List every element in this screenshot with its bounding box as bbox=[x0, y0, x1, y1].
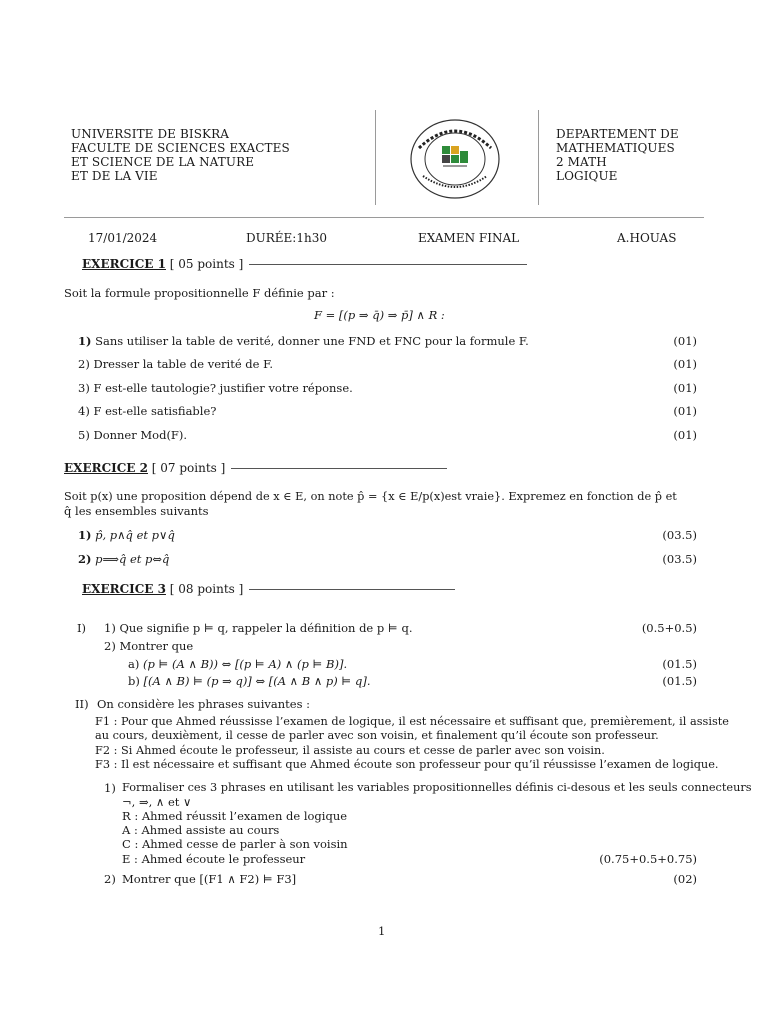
ex2-item-1-text: p̂, p∧q̂ et p∨q̂ bbox=[95, 528, 175, 542]
ex3-r1-line-1: Formaliser ces 3 phrases en utilisant les variables propositionnelles définis ci-desous et les seuls connecteurs bbox=[122, 781, 752, 794]
exercise-2-rule bbox=[231, 468, 447, 469]
ex1-item-5-number: 5) bbox=[78, 428, 90, 442]
ex3-r2-points: (02) bbox=[673, 872, 697, 886]
exercise-2-points: [ 07 points ] bbox=[151, 461, 226, 475]
header-rule bbox=[64, 217, 704, 218]
ex3-q2a-points: (01.5) bbox=[662, 657, 697, 671]
exercise-2-intro-line-2: q̂ les ensembles suivants bbox=[64, 504, 209, 518]
exam-date: 17/01/2024 bbox=[88, 231, 158, 245]
ex3-q1 bbox=[104, 621, 412, 635]
university-header bbox=[71, 127, 290, 183]
sentence-f2: F2 : Si Ahmed écoute le professeur, il assiste au cours et cesse de parler avec son voisin. bbox=[95, 744, 605, 757]
exercise-3-title: EXERCICE 3 bbox=[82, 582, 166, 596]
ex3-q2a bbox=[128, 657, 347, 671]
ex3-q2 bbox=[104, 639, 193, 653]
ex1-item-2-points: (01) bbox=[673, 357, 697, 371]
department-header bbox=[556, 127, 679, 183]
ex3-q2-text: Montrer que bbox=[119, 639, 194, 653]
header-right-line-1: DEPARTEMENT DE bbox=[556, 127, 679, 141]
ex3-q2a-text: (p ⊨ (A ∧ B)) ⇔ [(p ⊨ A) ∧ (p ⊨ B)]. bbox=[143, 657, 348, 671]
page-number: 1 bbox=[378, 924, 386, 938]
ex3-part-2-intro: On considère les phrases suivantes : bbox=[97, 697, 310, 711]
exercise-2-heading bbox=[64, 461, 447, 475]
ex3-q2b-text: [(A ∧ B) ⊨ (p ⇒ q)] ⇔ [(A ∧ B ∧ p) ⊨ q]. bbox=[143, 674, 371, 688]
exercise-3-rule bbox=[249, 589, 455, 590]
ex1-item-2 bbox=[78, 357, 273, 371]
ex1-item-1 bbox=[78, 334, 529, 348]
header-left-line-1: UNIVERSITE DE BISKRA bbox=[71, 127, 229, 141]
ex1-item-3-text: F est-elle tautologie? justifier votre réponse. bbox=[93, 381, 353, 395]
ex3-part-2-label: II) bbox=[75, 697, 89, 711]
variable-e: E : Ahmed écoute le professeur bbox=[122, 852, 306, 866]
ex3-r2-number: 2) bbox=[104, 872, 116, 886]
header-divider-right bbox=[538, 110, 539, 205]
exam-type: EXAMEN FINAL bbox=[418, 231, 520, 245]
ex3-q2-number: 2) bbox=[104, 639, 116, 653]
header-right-line-3: 2 MATH bbox=[556, 155, 607, 169]
header-left-line-4: ET DE LA VIE bbox=[71, 169, 158, 183]
ex2-item-2-number: 2) bbox=[78, 552, 92, 566]
ex1-item-4-text: F est-elle satisfiable? bbox=[93, 404, 217, 418]
ex1-item-3-number: 3) bbox=[78, 381, 90, 395]
exercise-1-intro: Soit la formule propositionnelle F définie par : bbox=[64, 286, 335, 300]
ex1-item-5 bbox=[78, 428, 187, 442]
ex3-r1-number: 1) bbox=[104, 781, 116, 795]
ex1-item-1-points: (01) bbox=[673, 334, 697, 348]
ex1-item-4-number: 4) bbox=[78, 404, 90, 418]
exercise-3-points: [ 08 points ] bbox=[169, 582, 244, 596]
exercise-2-intro-line-1: Soit p(x) une proposition dépend de x ∈ E, on note p̂ = {x ∈ E/p(x)est vraie}. Expremez en fonction de p̂ et bbox=[64, 490, 677, 503]
ex3-part-1-label: I) bbox=[77, 621, 87, 635]
variable-r: R : Ahmed réussit l’examen de logique bbox=[122, 809, 348, 823]
header-left-line-2: FACULTE DE SCIENCES EXACTES bbox=[71, 141, 290, 155]
ex3-q1-points: (0.5+0.5) bbox=[641, 621, 697, 635]
ex1-item-1-text: Sans utiliser la table de verité, donner une FND et FNC pour la formule F. bbox=[95, 334, 529, 348]
sentence-f3: F3 : Il est nécessaire et suffisant que Ahmed écoute son professeur pour qu’il réussisse l’examen de logique. bbox=[95, 758, 719, 771]
exercise-1-points: [ 05 points ] bbox=[169, 257, 244, 271]
header-right-line-2: MATHEMATIQUES bbox=[556, 141, 675, 155]
header-right-line-4: LOGIQUE bbox=[556, 169, 618, 183]
ex2-item-1 bbox=[78, 528, 175, 542]
ex3-q2a-number: a) bbox=[128, 657, 140, 671]
ex2-item-2-points: (03.5) bbox=[662, 552, 697, 566]
variable-a: A : Ahmed assiste au cours bbox=[122, 823, 280, 837]
exercise-3-heading bbox=[82, 582, 455, 596]
ex1-item-5-text: Donner Mod(F). bbox=[93, 428, 188, 442]
ex1-item-2-number: 2) bbox=[78, 357, 90, 371]
exercise-1-formula: F = [(p ⇒ q̄) ⇒ p̄] ∧ R : bbox=[314, 308, 445, 322]
exercise-2-title: EXERCICE 2 bbox=[64, 461, 148, 475]
sentence-f1-line-2: au cours, deuxièment, il cesse de parler avec son voisin, et finalement qu’il écoute son professeur. bbox=[95, 729, 659, 742]
ex1-item-3-points: (01) bbox=[673, 381, 697, 395]
exam-duration: DURÉE:1h30 bbox=[246, 231, 327, 245]
ex2-item-1-number: 1) bbox=[78, 528, 92, 542]
sentence-f1-line-1: F1 : Pour que Ahmed réussisse l’examen de logique, il est nécessaire et suffisant que, premièrement, il assiste bbox=[95, 715, 729, 728]
ex3-q2b-number: b) bbox=[128, 674, 140, 688]
ex1-item-2-text: Dresser la table de verité de F. bbox=[93, 357, 273, 371]
header-divider-left bbox=[375, 110, 376, 205]
ex2-item-2-text: p⟹q̂ et p⇔q̂ bbox=[95, 552, 170, 566]
ex1-item-3 bbox=[78, 381, 353, 395]
exercise-1-rule bbox=[249, 264, 527, 265]
ex1-item-1-number: 1) bbox=[78, 334, 92, 348]
ex3-q1-text: Que signifie p ⊨ q, rappeler la définition de p ⊨ q. bbox=[119, 621, 413, 635]
ex2-item-1-points: (03.5) bbox=[662, 528, 697, 542]
exam-author: A.HOUAS bbox=[617, 231, 677, 245]
ex1-item-4 bbox=[78, 404, 216, 418]
ex3-r2-text: Montrer que [(F1 ∧ F2) ⊨ F3] bbox=[122, 872, 297, 886]
exercise-1-heading bbox=[82, 257, 527, 271]
ex3-q2b-points: (01.5) bbox=[662, 674, 697, 688]
ex1-item-4-points: (01) bbox=[673, 404, 697, 418]
ex1-item-5-points: (01) bbox=[673, 428, 697, 442]
ex3-q1-number: 1) bbox=[104, 621, 116, 635]
header-left-line-3: ET SCIENCE DE LA NATURE bbox=[71, 155, 255, 169]
university-logo bbox=[409, 118, 501, 200]
ex2-item-2 bbox=[78, 552, 169, 566]
variable-c: C : Ahmed cesse de parler à son voisin bbox=[122, 837, 348, 851]
ex3-r1-points: (0.75+0.5+0.75) bbox=[599, 852, 697, 866]
exercise-1-title: EXERCICE 1 bbox=[82, 257, 166, 271]
ex3-r1-line-2: ¬, ⇒, ∧ et ∨ bbox=[122, 795, 192, 809]
ex3-q2b bbox=[128, 674, 370, 688]
